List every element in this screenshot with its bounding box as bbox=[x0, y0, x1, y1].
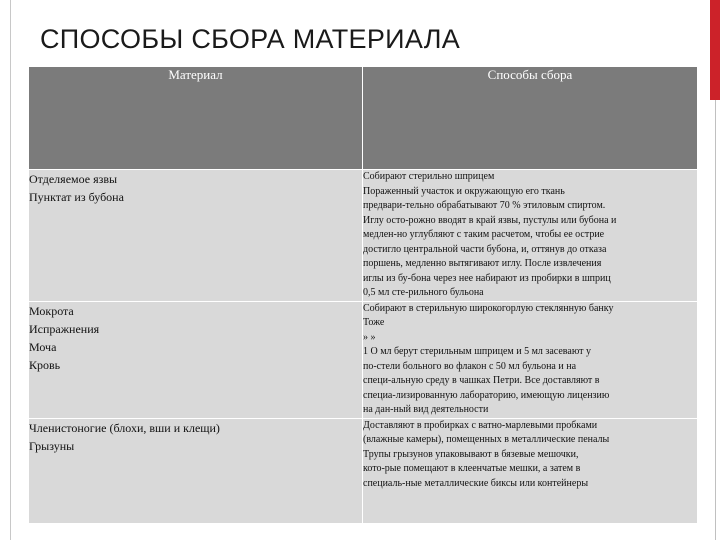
material-text: Мокрота bbox=[29, 303, 74, 318]
table-row bbox=[29, 418, 698, 523]
method-cell bbox=[363, 301, 698, 418]
material-text: Пунктат из бубона bbox=[29, 190, 124, 204]
method-text: медлен-но углубляют с таким расчетом, чтобы ее острие bbox=[363, 229, 605, 240]
header-material: Материал bbox=[29, 67, 363, 170]
method-cell bbox=[363, 418, 698, 523]
material-text: Грызуны bbox=[29, 438, 75, 453]
method-text: 0,5 мл сте-рильного бульона bbox=[363, 287, 484, 298]
material-text: Кровь bbox=[29, 357, 61, 372]
method-text: 1 О мл берут стерильным шприцем и 5 мл засевают у bbox=[363, 346, 592, 357]
method-text: специа-лизированную лабораторию, имеющую лицензию bbox=[363, 389, 610, 401]
table-row bbox=[29, 301, 698, 418]
material-cell bbox=[29, 170, 363, 302]
table-header-row bbox=[29, 67, 698, 170]
material-text: Членистоногие (блохи, вши и клещи) bbox=[29, 420, 220, 435]
material-text: Испражнения bbox=[29, 321, 100, 336]
method-text: Доставляют в пробирках с ватно-марлевыми пробками bbox=[363, 419, 598, 431]
method-text: поршень, медленно вытягивают иглу. После извлечения bbox=[363, 258, 602, 269]
method-text: (влажные камеры), помещенных в металлические пеналы bbox=[363, 434, 610, 445]
method-text: Тоже bbox=[363, 317, 385, 328]
method-text: Собирают стерильно шприцем bbox=[363, 171, 495, 182]
material-cell bbox=[29, 301, 363, 418]
method-text: кото-рые помещают в клеенчатые мешки, а затем в bbox=[363, 463, 581, 474]
method-text: по-стели больного во флакон с 50 мл бульона и на bbox=[363, 360, 577, 372]
method-text: Пораженный участок и окружающую его ткань bbox=[363, 185, 565, 197]
slide-title: СПОСОБЫ СБОРА МАТЕРИАЛА bbox=[40, 24, 461, 54]
method-text: Собирают в стерильную широкогорлую стеклянную банку bbox=[363, 302, 614, 314]
right-divider-line bbox=[715, 100, 716, 540]
method-text: предвари-тельно обрабатывают 70 % этиловым спиртом. bbox=[363, 200, 606, 211]
method-text: иглы из бу-бона через нее набирают из пробирки в шприц bbox=[363, 272, 611, 284]
method-cell bbox=[363, 170, 698, 302]
method-text: на дан-ный вид деятельности bbox=[363, 404, 489, 415]
left-divider-line bbox=[0, 0, 11, 540]
header-methods: Способы сбора bbox=[363, 67, 698, 170]
material-cell bbox=[29, 418, 363, 523]
method-text: специ-альную среду в чашках Петри. Все доставляют в bbox=[363, 375, 600, 386]
material-text: Отделяемое язвы bbox=[29, 172, 118, 186]
accent-bar bbox=[710, 0, 720, 100]
collection-methods-table bbox=[28, 66, 698, 524]
table-row bbox=[29, 170, 698, 302]
method-text: Трупы грызунов упаковывают в бязевые мешочки, bbox=[363, 448, 579, 460]
method-text: достигло центральной части бубона, и, оттянув до отказа bbox=[363, 243, 607, 255]
method-text: Иглу осто-рожно вводят в край язвы, пустулы или бубона и bbox=[363, 214, 617, 226]
method-text: » » bbox=[363, 331, 376, 343]
method-text: специаль-ные металлические биксы или контейнеры bbox=[363, 477, 589, 489]
material-text: Моча bbox=[29, 339, 57, 354]
